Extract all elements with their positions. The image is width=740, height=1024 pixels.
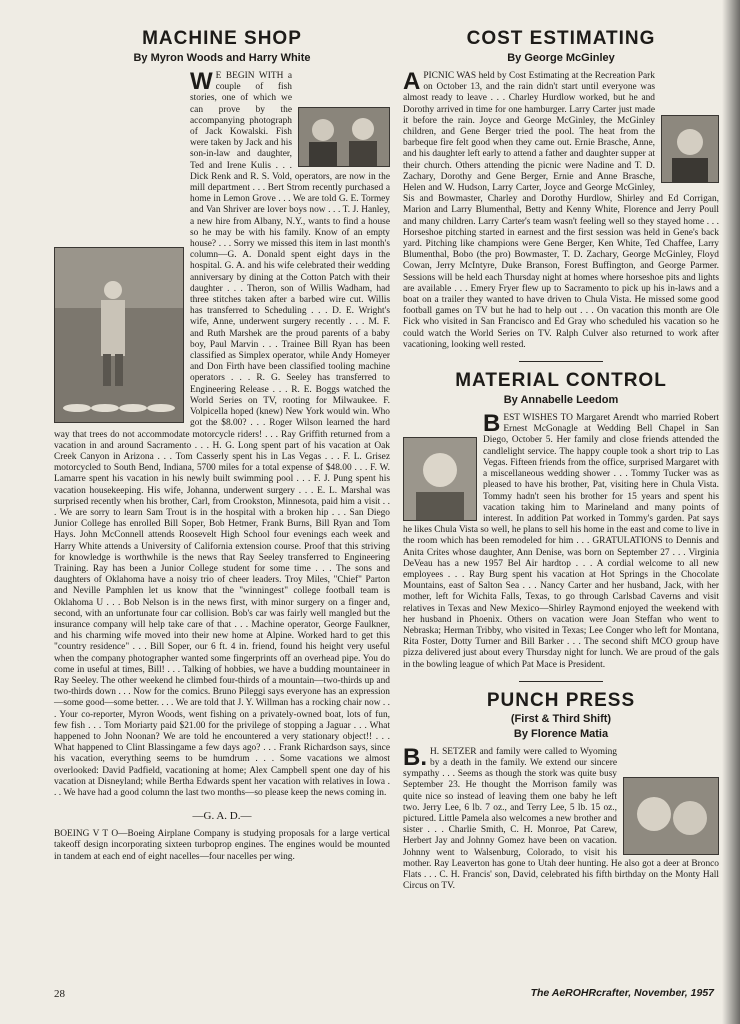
binding-shadow xyxy=(722,0,740,1024)
punch-press-text: H. SETZER and family were called to Wyoming by a death in the family. We extend our sincere sympathy . . . Seems as though the stork was quite busy September 23. He thought the Morrison family was quite nice so instead of leaving them one baby he left two. Jerry Lee, 6 lb. 7 oz., and Terry Lee, 5 lb. 15 oz., pictured. Little Pamela also welcomes a new brother and sister . . . Charlie Smith, C. H. Monroe, Pat Carew, Herbert Jay and Johnny Gomez have been on vacation. Johnny went to Walsenburg, Colorado, to visit his mother. Ray Leaverton has gone to Utah deer hunting. He also got a deer at Bronco Flats . . . C. H. Francis' son, David, celebrated his fifth birthday on the Monty Hall Circus on TV. xyxy=(403,746,719,892)
machine-shop-text: E BEGIN WITH a couple of fish stories, one of which we can prove by the accompanying photograph of Jack Kowalski. Fish were taken by Jack and his son-in-law and daughter, Ted and Irene Kulis . . . Dick Renk and R. S. Vold, operators, are now in the mill department . . . Bert Strom recently purchased a home in Lemon Grove . . . We are told G. E. Tormey and Van Shriver are lover boys now . . . T. J. Hanley, a new hire from Albany, N.Y., wants to find a house so he may be with his family. Know of an empty house? . . . Sorry we missed this item in last month's column—G. A. Donald spent eight days in the hospital. G. A. and his wife celebrated their wedding anniversary by dining at the Cotton Patch with their daughter . . . Theron, son of Willis Wadham, had three stitches taken after a barbed wire cut. Willis has transferred to Scheduling . . . D. E. Wright's wife, Anne, underwent surgery recently . . . M. F. and Ruth Marshek are the proud parents of a baby boy, Paul Marvin . . . Trainee Bill Ryan has been classified as Simplex operator, while Andy Homeyer and Don Firth have been classified tooling machine operators . . . R. G. Seeley has transferred to Engineering Release . . . R. E. Boggs watched the World Series on TV, rooting for Milwaukee. F. Volpicella hoped (knew) New York would win. Who got the $8.00? . . . Roger Wilson learned the hard way that trees do not accommodate motorcycle riders! . . . Ray Griffith returned from a vacation in and around Sacramento . . . H. G. Long spent part of his vacation at Oak Creek Canyon in Arizona . . . Tom Casserly spent his in Las Vegas . . . F. L. Grisez motorcycled to South Bend, Indiana, 5700 miles for a total expense of $48.00 . . . F. W. Lamarre spent his vacation in his newly built swimming pool . . . F. J. Pung spent his vacation housekeeping. His wife, Johanna, underwent surgery . . . E. L. Marshal was surprised recently when his brother, Carl, from Crookston, Minnesota, paid him a visit . . . We are sorry to learn Sam Trout is in the hospital with a broken hip . . . San Diego Junior College has enrolled Bill Soper, Bob Hetmer, Frank Burns, Bill Ryan and Tom Hays. John McConnell attends Roosevelt High School four evenings each week and Harry White attends a University of California extension course. Proof that this striving for knowledge is worthwhile is the news that Ray Seeley transferred to Engineering Training. Ray has been a Junior College student for some time . . . The sons and daughters of Oklahoma have a noisy trio of cheer leaders. Troy Miles, "Chief" Parton and Neville Pamphlen let us know that the "winningest" college football team is Oklahoma U . . . Bob Nelson is in the news first, with minor surgery on a finger and, second, with an unfortunate four car collision. Bob's car was fairly well mangled but the insurance company will help take care of that . . . Machine operator, George Faulkner, and his charming wife moved into their new home at Alpine. Worked hard to get this "country residence" . . . Bill Soper, our 6 ft. 4 in. friend, found his height very useful when the company photographer wanted some fingerprints off an overhead pipe. You do come in useful at times, Bill! . . . Talking of hobbies, we have a budding mountaineer in Ray Seeley. The other weekend he climbed four-thirds of a mountain—two-thirds up and two-thirds down . . . Now for the comics. Bruno Pileggi says everyone has an expression—some good—some better. . . . We are told that J. Y. Willman has a rocking chair now . . . Your co-reporter, Myron Woods, went fishing on a privately-owned boat, lots of fun, few fish . . . Tom Moriarty paid $21.00 for the privilege of stopping a Jaguar . . . What happened to John Noonan? We are told he encountered a very stationary object!! . . . What happened to Clint Blassingame a few days ago? . . . Frank Richardson says, since his vacation, everything seems to be humdrum . . . Some vacations we almost overlooked: David Padfield, vacationing at home; Alex Campbell spent one day of his vacation at Disneyland; while Bertha Edwards spent her vacation with relatives in Iowa . . . We have had a good column the last two months—so please keep the news coming in. xyxy=(54,71,390,798)
boeing-text: Boeing Airplane Company is studying proposals for a large vertical takeoff design incorporating sixteen turboprop engines. The engines would be mounted in tandem at each end of eight nacelles—four nacelles per wing. xyxy=(54,829,390,862)
portrait-icon xyxy=(404,438,476,520)
publication-footer: The AeROHRcrafter, November, 1957 xyxy=(530,987,714,999)
punch-press-subtitle: (First & Third Shift) xyxy=(510,712,612,725)
cost-estimating-body xyxy=(403,68,719,351)
machine-shop-separator: —G. A. D.— xyxy=(192,810,252,823)
twin-babies-photo xyxy=(623,777,719,855)
portrait-icon xyxy=(662,116,718,182)
section-divider xyxy=(519,681,603,682)
man-portrait-photo xyxy=(661,115,719,183)
babies-photo-icon xyxy=(624,778,718,854)
fish-catch-photo xyxy=(54,247,184,423)
right-column xyxy=(403,28,719,892)
cost-estimating-title: COST ESTIMATING xyxy=(466,28,656,49)
punch-press-byline: By Florence Matia xyxy=(513,727,609,740)
portrait-icon xyxy=(299,108,389,166)
material-control-text: EST WISHES TO Margaret Arendt who married Robert Ernest McGonagle at Wedding Bell Chapel in San Diego, October 5. Her family and close friends attended the candlelight service. The happy couple took a short trip to Las Vegas. Fifteen friends from the office, surprised Margaret with a miscellaneous wedding shower . . . Tommy Tucker was as pleased to have his brother, Pat, visiting here in Chula Vista. Tommy hadn't seen his brother for 15 years and spent his vacation taking him to Marineland and many points of interest. In addition Pat worked in Tommy's garden. Pat says he likes Chula Vista so well, he plans to sell his home in the east and come to live in the room which has been remodeled for him . . . GRATULATIONS to Dennis and Anita Crites whose daughter, Ann Denise, was born on September 27 . . . Virginia DeVeau has a new 1957 Bel Air hardtop . . . A cordial welcome to all new employees . . . Ray Burg spent his vacation at Hot Springs in the Chocolate Mountains, east of Salton Sea . . . Nancy Carter and her husband, Jack, with her mother, left for Wichita Falls, Texas, to go through Carlsbad Caverns and visit relatives in Texas and New Mexico—Shirley Raymond enjoyed the weekend with her husband in Phoenix. Others on vacation were Joan Steffan who went to Nebraska; Herman Tribby, who visited in Texas; Lee Conger who left for Montana, Rita Foster, Dotty Turner and Bill Barker . . . The second shift MCO group have pizza delivered just about every Thursday night for lunch. We are proud of the gals in the bowling league of which Pat Mace is President. xyxy=(403,413,719,670)
section-divider xyxy=(519,361,603,362)
material-control-dropcap: B xyxy=(483,410,501,438)
two-men-portrait-photo xyxy=(298,107,390,167)
material-control-title: MATERIAL CONTROL xyxy=(455,370,667,392)
punch-press-title: PUNCH PRESS xyxy=(486,689,636,711)
punch-press-dropcap: B. xyxy=(403,743,427,771)
material-control-byline: By Annabelle Leedom xyxy=(503,394,619,407)
fish-photo-icon xyxy=(55,248,183,422)
machine-shop-dropcap: W xyxy=(190,68,213,95)
woman-portrait-photo xyxy=(403,437,477,521)
machine-shop-title: MACHINE SHOP xyxy=(142,28,302,49)
boeing-lead: BOEING V T O— xyxy=(54,829,128,840)
boeing-vto-item xyxy=(54,829,390,863)
cost-estimating-dropcap: A xyxy=(403,68,421,95)
machine-shop-byline: By Myron Woods and Harry White xyxy=(133,52,311,64)
cost-estimating-text: PICNIC WAS held by Cost Estimating at the Recreation Park on October 13, and the rain didn't start until everyone was almost ready to leave . . . Charley Hurdlow worked, but he and Dorothy arrived in time for one hamburger. Larry Carter just made it before the rain. Joyce and George McGinley, the McGinley children, and Gene Berger tried the pool. The heat from the barbeque fire felt good when they came out. Ernie Brasche, Anne, and his daughter left early to attend a father and daughter supper at their church. Others attending the picnic were Nadine and T. D. Zachary, Dorothy and Gene Berger, Ernie and Anne Brasche, Helen and W. Hudson, Larry Carter, Joyce and George McGinley, Sis and Bowmaster, Charley and Dorothy Hurdlow, Shirley and Ed Corrigan, Marion and Larry Blumenthal, Betty and Kenny White, Florence and Jerry Poull and many children. Larry Carter's team wasn't feeling well so they stayed home . . . Horseshoe pitching started in earnest and the first session was held in Gene's back yard. Pitching like champions were Gene Berger, Ken White, Ted Chaffee, Larry Blumenthal, Bobo (the pro) Bowmaster, T. D. Zachary, George McGinley, Floyd Cowan, Jerry McIntyre, Duke Branson, Forest Buffington, and George Parmer. Sessions will be held each Thursday night at homes where horseshoe pits and lights are available . . . Emery Fryer flew up to Sacramento to pick up his in-laws and a boat on a trailer they wanted to have driven to Chula Vista. He missed some good football games on TV but he had to help out . . . On vacation this month are Ole Fick who visited in San Francisco and Ed Gray who scheduled his vacation so he could watch the World Series on TV. Ralph Culver also returned to work after vacationing, looking well rested. xyxy=(403,71,719,350)
cost-estimating-byline: By George McGinley xyxy=(507,52,615,64)
page-number: 28 xyxy=(54,988,65,1000)
machine-shop-body xyxy=(54,68,390,799)
left-column xyxy=(54,28,390,872)
